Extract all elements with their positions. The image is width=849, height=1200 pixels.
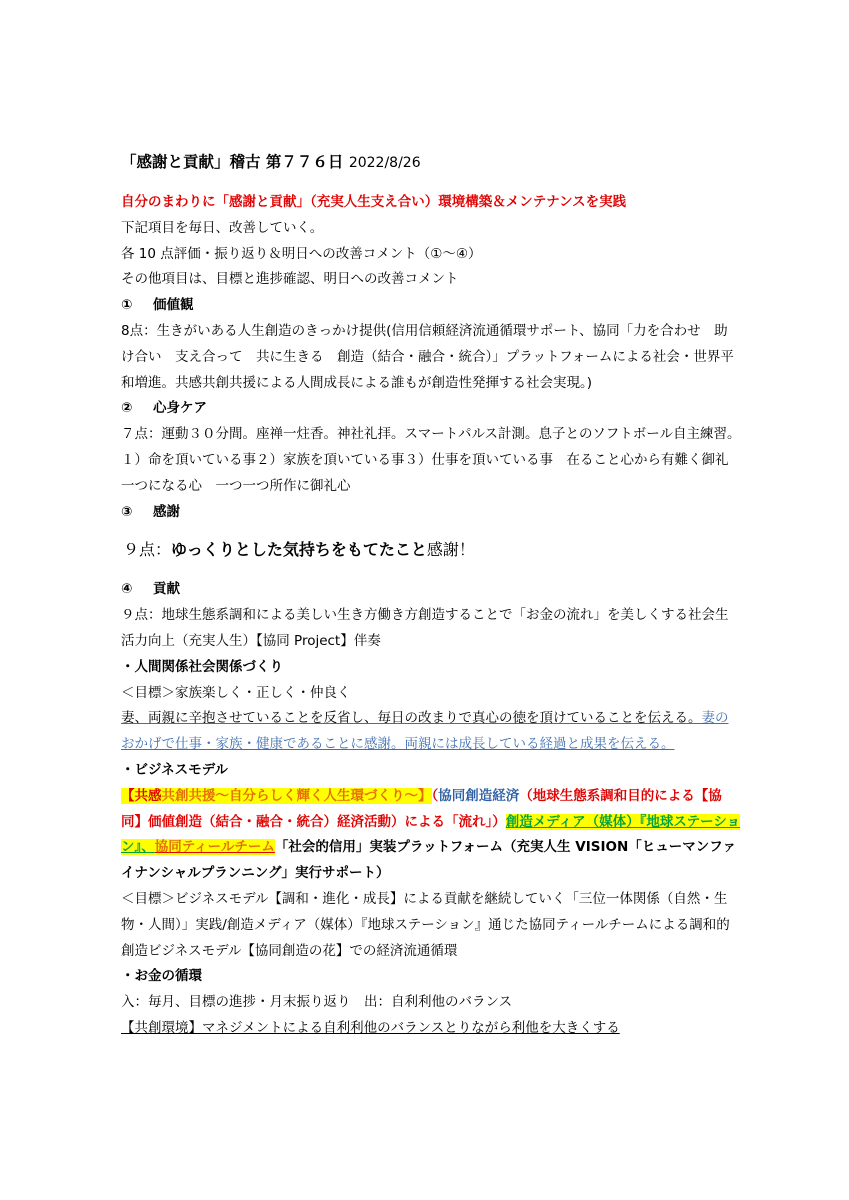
- section-title: 感謝: [153, 503, 180, 520]
- section-title: 貢献: [153, 581, 180, 598]
- biz-part-6: ）: [492, 813, 506, 830]
- section-number: ①: [121, 297, 133, 314]
- section-number: ③: [121, 503, 133, 520]
- gratitude-text: ゆっくりとした気持ちをもてたこと: [171, 540, 427, 560]
- biz-part-3: （: [431, 787, 439, 804]
- money-heading: ・お金の循環: [121, 968, 202, 985]
- intro-line-2: 各 10 点評価・振り返り＆明日への改善コメント（①～④）: [121, 245, 482, 262]
- biz-part-2: 共創共援～自分らしく輝く人生環づくり～】: [161, 787, 432, 804]
- relationships-text: [121, 706, 741, 758]
- section-body-gratitude: [121, 535, 741, 565]
- business-goal: ＜目標＞ビジネスモデル【調和・進化・成長】による貢献を継続していく「三位一体関係（自然・生物・人間）」実践/創造メディア（媒体）『地球ステーション』通じた協同ティールチームによる調和的創造ビジネスモデル【協同創造の花】での経済流通循環: [121, 890, 730, 959]
- section-heading-gratitude: [121, 500, 741, 526]
- section-body-care: ７点：運動３０分間。座禅一炷香。神社礼拝。スマートパルス計測。息子とのソフトボール自主練習。１）命を頂いている事２）家族を頂いている事３）仕事を頂いている事 在ること心から有難く御礼 一つになる心 一つ一つ所作に御礼心: [121, 426, 742, 494]
- biz-part-5: （地球生態系調和目的による【協同】価値創造（結合・融合・統合）経済活動）による「流れ」: [121, 787, 722, 830]
- intro-line-1: 下記項目を毎日、改善していく。: [121, 219, 324, 236]
- gratitude-score: ９点：: [123, 540, 172, 560]
- section-heading-care: [121, 396, 741, 422]
- business-heading: ・ビジネスモデル: [121, 761, 228, 778]
- section-heading-values: [121, 293, 741, 319]
- section-body-contribution: ９点：地球生態系調和による美しい生き方働き方創造することで「お金の流れ」を美しくする社会生活力向上（充実人生）【協同 Project】伴奏: [121, 607, 729, 649]
- biz-part-1: 【共感: [121, 787, 162, 804]
- section-number: ④: [121, 581, 133, 598]
- intro-line-3: その他項目は、目標と進捗確認、明日への改善コメント: [121, 271, 459, 288]
- business-model-text: [121, 784, 741, 887]
- document-page: [121, 148, 741, 1042]
- biz-part-8: 協同ティールチーム: [154, 839, 275, 856]
- relationships-heading: ・人間関係社会関係づくり: [121, 658, 283, 675]
- section-title: 価値観: [153, 297, 194, 314]
- section-body-values: 8点：生きがいある人生創造のきっかけ提供(信用信頼経済流通循環サポート、協同「力を合わせ 助け合い 支え合って 共に生きる 創造（結合・融合・統合）」プラットフォームによる社会・世界平和増進。共感共創共援による人間成長による誰もが創造性発揮する社会実現。): [121, 322, 734, 391]
- relationships-text-2: 妻のおかげで仕事・家族・健康であることに感謝。両親には成長している経過と成果を伝える。: [121, 710, 729, 753]
- main-heading: 自分のまわりに「感謝と貢献」（充実人生支え合い）環境構築＆メンテナンスを実践: [121, 194, 627, 210]
- money-line-2: 【共創環境】マネジメントによる自利利他のバランスとりながら利他を大きくする: [121, 1019, 620, 1036]
- relationships-text-1: 妻、両親に辛抱させていることを反省し、毎日の改まりで真心の徳を頂けていることを伝える。: [121, 710, 702, 727]
- gratitude-tail: 感謝！: [426, 540, 475, 560]
- document-title: [121, 148, 741, 177]
- relationships-goal: ＜目標＞家族楽しく・正しく・仲良く: [121, 684, 351, 701]
- biz-part-9: 「社会的信用」実装プラットフォーム（充実人生 VISION「ヒューマンファイナンシャルプランニング」実行サポート）: [121, 839, 736, 882]
- section-title: 心身ケア: [153, 400, 207, 417]
- section-number: ②: [121, 400, 133, 417]
- money-line-1: 入：毎月、目標の進捗・月末振り返り 出：自利利他のバランス: [121, 994, 513, 1011]
- section-heading-contribution: [121, 577, 741, 603]
- biz-part-4: 協同創造経済: [438, 787, 520, 804]
- biz-part-7: 創造メディア（媒体）『地球ステーション』、: [121, 813, 741, 856]
- title-date: 2022/8/26: [348, 155, 421, 171]
- title-main: 「感謝と貢献」稽古 第７７６日: [121, 153, 344, 171]
